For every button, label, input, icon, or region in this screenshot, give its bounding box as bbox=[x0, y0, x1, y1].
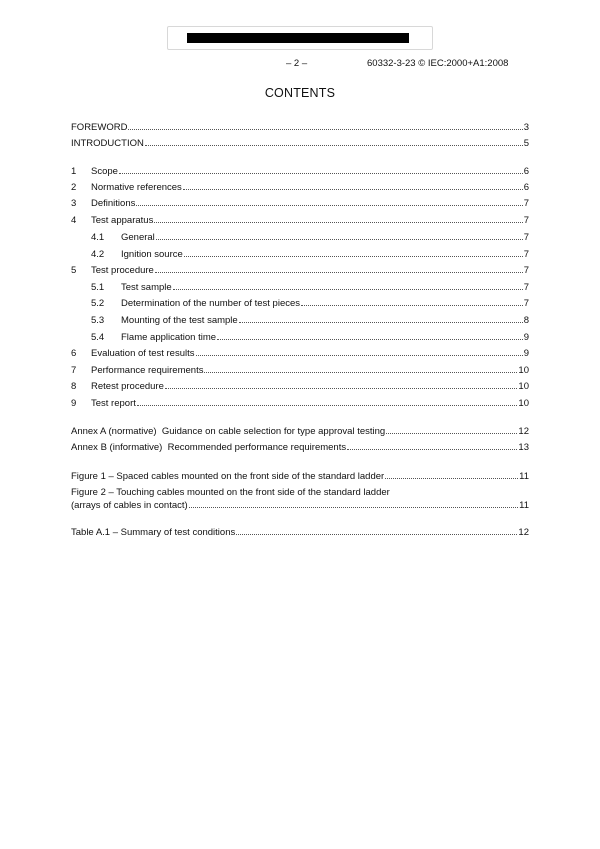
dot-leader bbox=[173, 289, 523, 290]
dot-leader bbox=[119, 173, 523, 174]
page-number: – 2 – bbox=[286, 58, 308, 69]
dot-leader bbox=[347, 449, 517, 450]
dot-leader bbox=[217, 339, 523, 340]
toc-entry-subclause[interactable] bbox=[71, 330, 529, 343]
toc-label: Annex B (informative) Recommended performance requirements bbox=[71, 442, 347, 453]
toc-entry-clause[interactable] bbox=[71, 213, 529, 226]
toc-label: Flame application time bbox=[121, 332, 217, 343]
dot-leader bbox=[236, 534, 517, 535]
toc-page: 10 bbox=[518, 398, 529, 409]
toc-page: 11 bbox=[519, 500, 529, 511]
clause-number: 9 bbox=[71, 398, 77, 409]
toc-page: 7 bbox=[523, 198, 529, 209]
toc-entry-subclause[interactable] bbox=[71, 230, 529, 243]
page-title: CONTENTS bbox=[264, 86, 336, 100]
toc-page: 7 bbox=[523, 298, 529, 309]
toc-page: 9 bbox=[523, 332, 529, 343]
clause-number: 5.3 bbox=[91, 315, 105, 326]
toc-label: Figure 1 – Spaced cables mounted on the front side of the standard ladder bbox=[71, 471, 385, 482]
dot-leader bbox=[196, 355, 523, 356]
toc-page: 11 bbox=[519, 471, 529, 482]
toc-label: Test procedure bbox=[91, 265, 154, 276]
toc-label: Performance requirements bbox=[91, 365, 204, 376]
dot-leader bbox=[183, 189, 523, 190]
dot-leader bbox=[136, 205, 522, 206]
dot-leader bbox=[189, 507, 518, 508]
toc-page: 10 bbox=[518, 381, 529, 392]
toc-label: Test report bbox=[91, 398, 136, 409]
dot-leader bbox=[386, 433, 517, 434]
clause-number: 2 bbox=[71, 182, 77, 193]
toc-page: 6 bbox=[523, 166, 529, 177]
toc-label: Ignition source bbox=[121, 249, 183, 260]
toc-entry-foreword[interactable] bbox=[71, 120, 529, 133]
toc-page: 9 bbox=[523, 348, 529, 359]
toc-entry-subclause[interactable] bbox=[71, 280, 529, 293]
toc-label: Normative references bbox=[91, 182, 182, 193]
toc-entry-introduction[interactable] bbox=[71, 136, 529, 149]
toc-label: Evaluation of test results bbox=[91, 348, 195, 359]
clause-number: 5.2 bbox=[91, 298, 105, 309]
clause-number: 5.1 bbox=[91, 282, 105, 293]
toc-label: General bbox=[121, 232, 155, 243]
clause-number: 4 bbox=[71, 215, 77, 226]
dot-leader bbox=[385, 478, 518, 479]
dot-leader bbox=[239, 322, 523, 323]
clause-number: 4.1 bbox=[91, 232, 105, 243]
toc-entry-clause[interactable] bbox=[71, 346, 529, 359]
toc-entry-subclause[interactable] bbox=[71, 313, 529, 326]
toc-entry-clause[interactable] bbox=[71, 363, 529, 376]
clause-number: 7 bbox=[71, 365, 77, 376]
toc-label: Test sample bbox=[121, 282, 172, 293]
toc-label: FOREWORD bbox=[71, 122, 128, 133]
dot-leader bbox=[165, 388, 518, 389]
toc-entry-figure-2[interactable] bbox=[71, 485, 529, 511]
toc-page: 6 bbox=[523, 182, 529, 193]
toc-page: 12 bbox=[518, 426, 529, 437]
toc-label: Retest procedure bbox=[91, 381, 164, 392]
toc-entry-figure-2-line2 bbox=[71, 498, 529, 511]
dot-leader bbox=[137, 405, 518, 406]
toc-page: 13 bbox=[518, 442, 529, 453]
toc-page: 12 bbox=[518, 527, 529, 538]
toc-entry-subclause[interactable] bbox=[71, 296, 529, 309]
clause-number: 8 bbox=[71, 381, 77, 392]
dot-leader bbox=[155, 272, 523, 273]
dot-leader bbox=[156, 239, 523, 240]
clause-number: 6 bbox=[71, 348, 77, 359]
clause-number: 1 bbox=[71, 166, 77, 177]
toc-entry-table-a1[interactable] bbox=[71, 525, 529, 538]
dot-leader bbox=[301, 305, 523, 306]
toc-label: Mounting of the test sample bbox=[121, 315, 238, 326]
toc-page: 7 bbox=[523, 265, 529, 276]
toc-entry-clause[interactable] bbox=[71, 180, 529, 193]
toc-label: INTRODUCTION bbox=[71, 138, 144, 149]
toc-label-line1: Figure 2 – Touching cables mounted on the front side of the standard ladder bbox=[71, 487, 390, 498]
toc-entry-subclause[interactable] bbox=[71, 247, 529, 260]
dot-leader bbox=[184, 256, 523, 257]
toc-page: 7 bbox=[523, 215, 529, 226]
toc-page: 7 bbox=[523, 282, 529, 293]
toc-entry-figure-1[interactable] bbox=[71, 469, 529, 482]
toc-page: 7 bbox=[523, 232, 529, 243]
redacted-stamp bbox=[167, 26, 433, 50]
clause-number: 5.4 bbox=[91, 332, 105, 343]
toc-page: 7 bbox=[523, 249, 529, 260]
toc-page: 10 bbox=[518, 365, 529, 376]
toc-label: Scope bbox=[91, 166, 118, 177]
toc-entry-clause[interactable] bbox=[71, 379, 529, 392]
toc-label: Test apparatus bbox=[91, 215, 154, 226]
clause-number: 5 bbox=[71, 265, 77, 276]
toc-entry-annex-a[interactable] bbox=[71, 424, 529, 437]
toc-label: Table A.1 – Summary of test conditions bbox=[71, 527, 236, 538]
toc-label-line2: (arrays of cables in contact) bbox=[71, 500, 188, 511]
dot-leader bbox=[145, 145, 523, 146]
clause-number: 4.2 bbox=[91, 249, 105, 260]
toc-label: Definitions bbox=[91, 198, 136, 209]
toc-entry-annex-b[interactable] bbox=[71, 440, 529, 453]
clause-number: 3 bbox=[71, 198, 77, 209]
toc-page: 8 bbox=[523, 315, 529, 326]
dot-leader bbox=[154, 222, 522, 223]
toc-entry-clause[interactable] bbox=[71, 196, 529, 209]
dot-leader bbox=[204, 372, 517, 373]
toc-entry-clause[interactable] bbox=[71, 263, 529, 276]
toc-entry-clause[interactable] bbox=[71, 396, 529, 409]
toc-label: Annex A (normative) Guidance on cable selection for type approval testing bbox=[71, 426, 386, 437]
redaction-bar bbox=[187, 33, 409, 43]
toc-page: 5 bbox=[523, 138, 529, 149]
standard-reference: 60332-3-23 © IEC:2000+A1:2008 bbox=[367, 58, 509, 69]
toc-entry-clause[interactable] bbox=[71, 164, 529, 177]
toc-label: Determination of the number of test pieces bbox=[121, 298, 301, 309]
toc-page: 3 bbox=[523, 122, 529, 133]
dot-leader bbox=[128, 129, 522, 130]
